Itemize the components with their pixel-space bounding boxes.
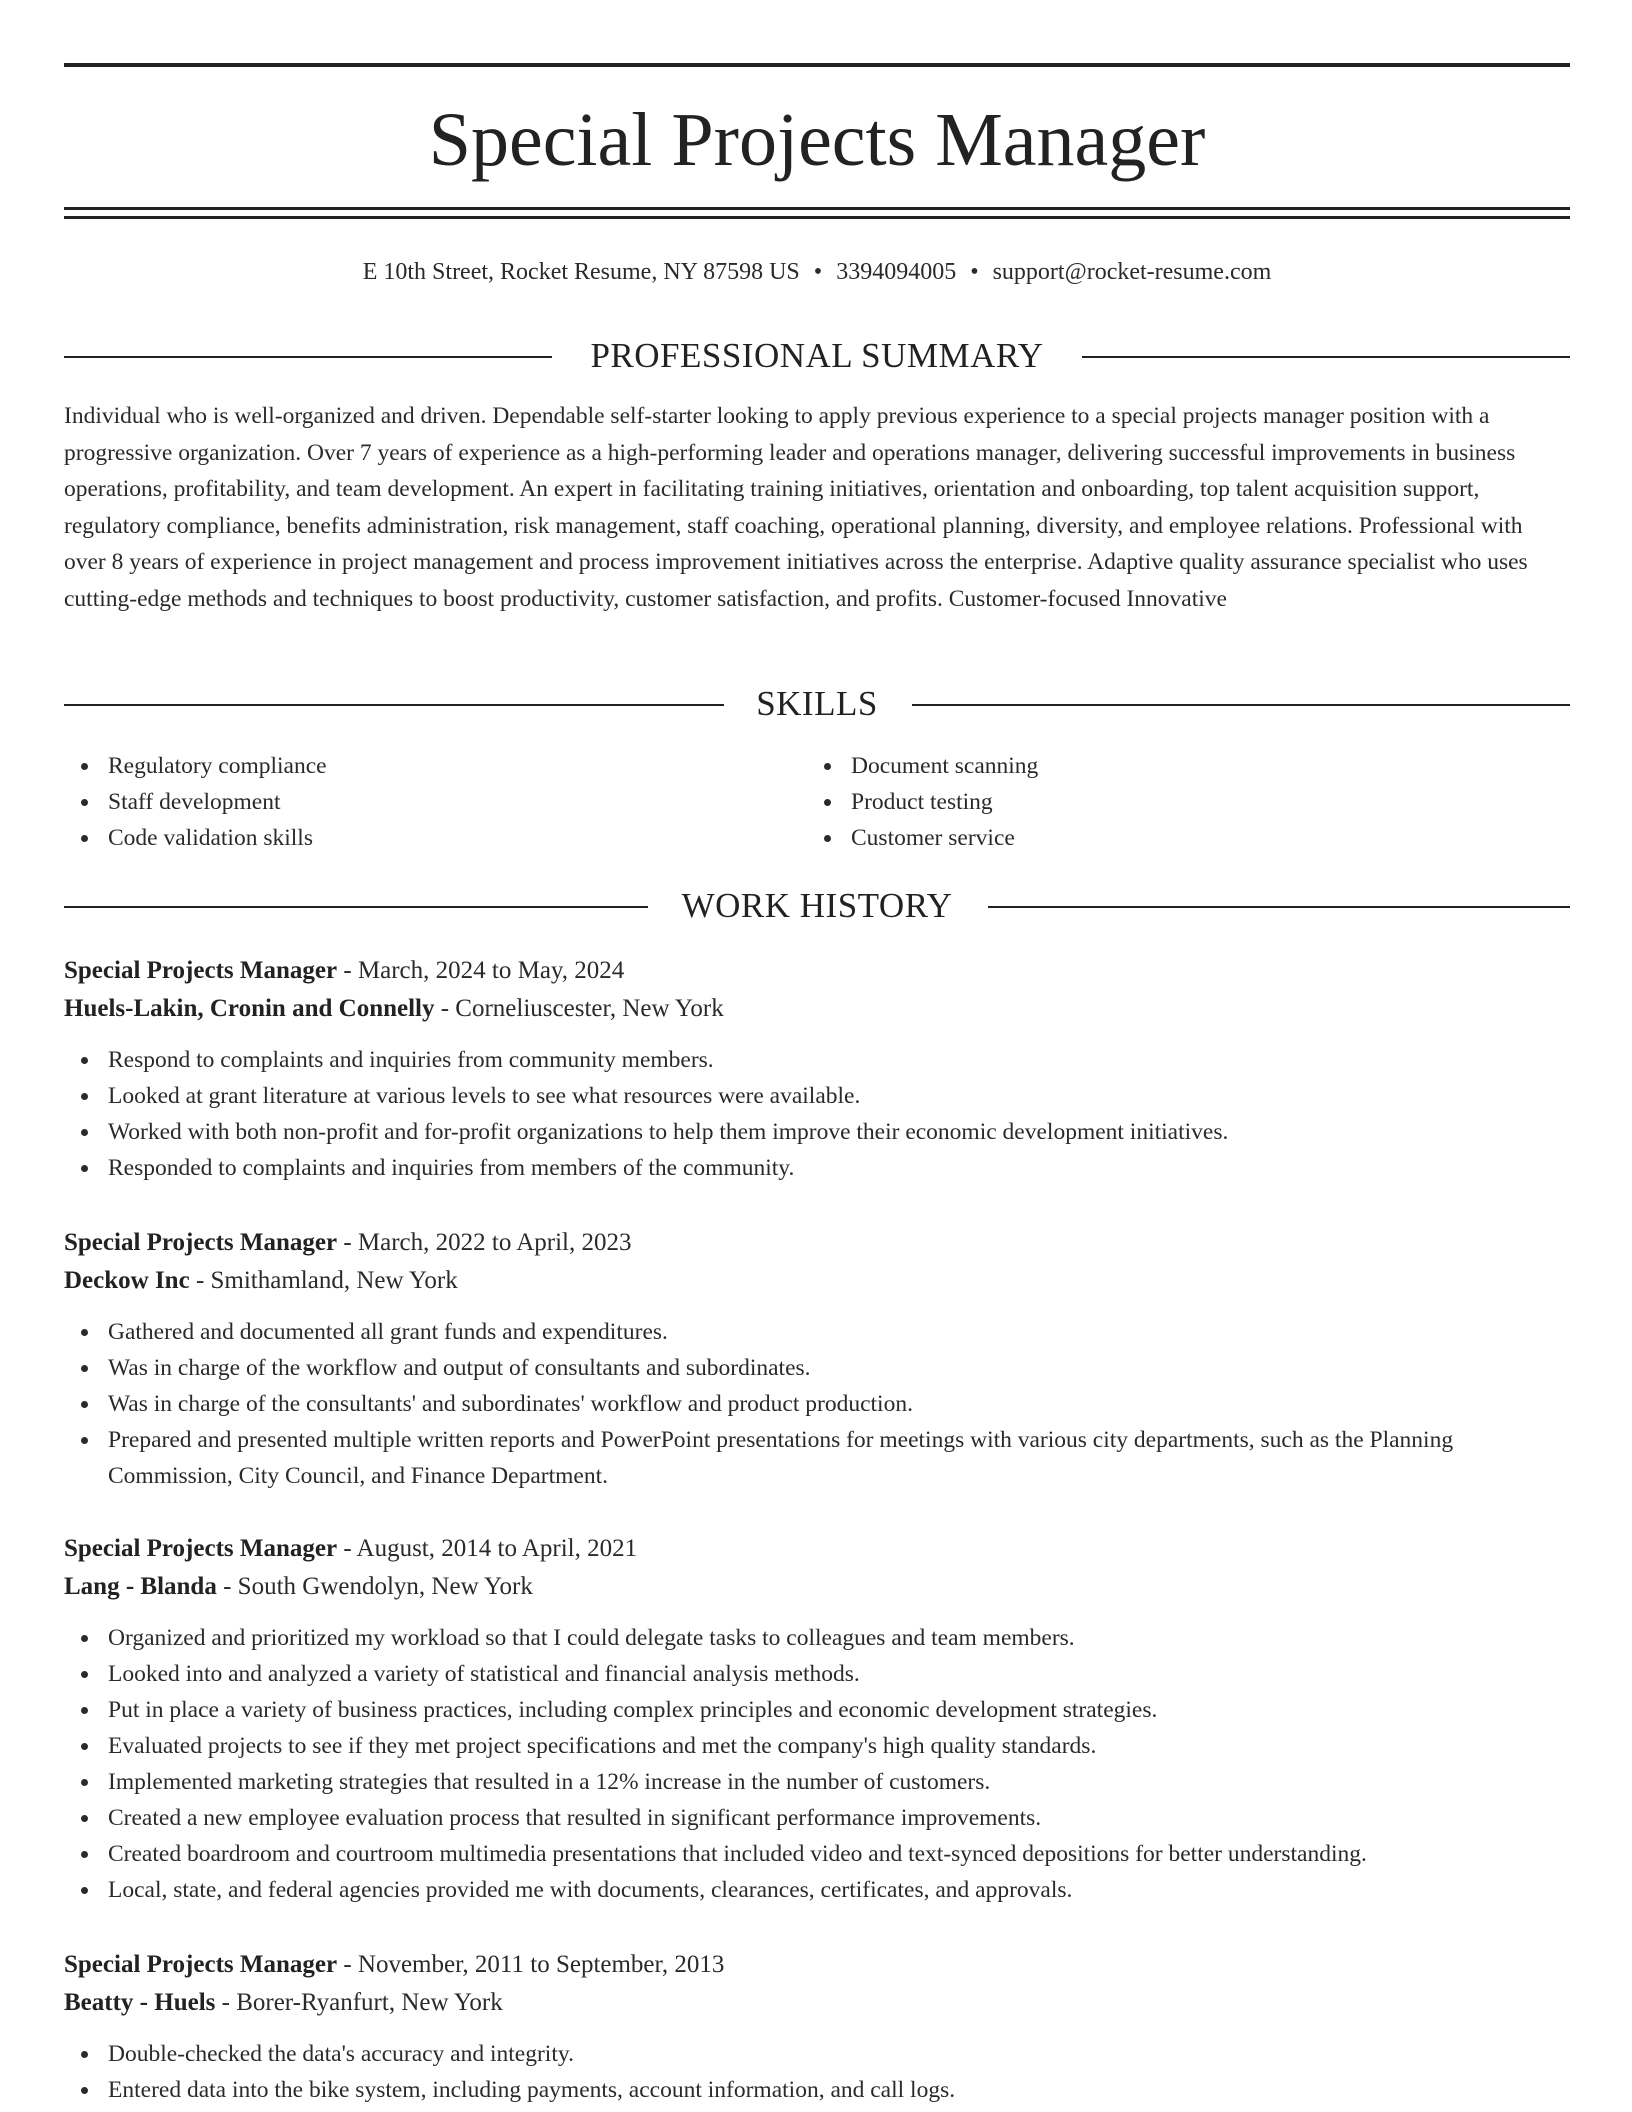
contact-address: E 10th Street, Rocket Resume, NY 87598 US bbox=[362, 259, 800, 285]
job-bullet: Evaluated projects to see if they met project specifications and met the company's high quality standards. bbox=[64, 1728, 1570, 1764]
job-bullet: Prepared and presented multiple written reports and PowerPoint presentations for meetings with various city departments, such as the Planning Commission, City Council, and Finance Department. bbox=[64, 1422, 1570, 1494]
job-bullet: Looked at grant literature at various levels to see what resources were available. bbox=[64, 1078, 1570, 1114]
job-bullets bbox=[64, 1042, 1570, 1186]
job-bullet: Looked into and analyzed a variety of statistical and financial analysis methods. bbox=[64, 1656, 1570, 1692]
job-bullet: Respond to complaints and inquiries from community members. bbox=[64, 1042, 1570, 1078]
job-location: - South Gwendolyn, New York bbox=[216, 1573, 533, 1600]
job-entry bbox=[64, 1946, 1570, 2108]
section-title-skills: SKILLS bbox=[756, 684, 878, 723]
job-bullet: Worked with both non-profit and for-profit organizations to help them improve their economic development initiatives. bbox=[64, 1114, 1570, 1150]
job-bullet: Created a new employee evaluation process that resulted in significant performance improvements. bbox=[64, 1800, 1570, 1836]
section-header-summary bbox=[64, 336, 1570, 376]
job-bullet: Created boardroom and courtroom multimedia presentations that included video and text-synced depositions for better understanding. bbox=[64, 1836, 1570, 1872]
job-company: Lang - Blanda bbox=[64, 1573, 217, 1600]
job-bullet: Responded to complaints and inquiries from members of the community. bbox=[64, 1150, 1570, 1186]
contact-phone: 3394094005 bbox=[836, 259, 957, 285]
job-location: - Borer-Ryanfurt, New York bbox=[215, 1989, 503, 2016]
header-top-rule bbox=[64, 63, 1570, 67]
job-bullets bbox=[64, 1620, 1570, 1908]
job-role: Special Projects Manager bbox=[64, 957, 338, 984]
section-title-summary: PROFESSIONAL SUMMARY bbox=[590, 336, 1044, 375]
job-location: - Smithamland, New York bbox=[189, 1267, 458, 1294]
skill-item: Document scanning bbox=[807, 748, 1507, 784]
candidate-name: Special Projects Manager bbox=[428, 98, 1206, 182]
skills-list-right bbox=[807, 748, 1507, 856]
job-company: Beatty - Huels bbox=[64, 1989, 216, 2016]
job-location: - Corneliuscester, New York bbox=[434, 995, 724, 1022]
job-bullet: Entered data into the bike system, including payments, account information, and call logs. bbox=[64, 2072, 1570, 2108]
job-company: Huels-Lakin, Cronin and Connelly bbox=[64, 995, 435, 1022]
job-dates: - November, 2011 to September, 2013 bbox=[337, 1951, 725, 1978]
skill-item: Customer service bbox=[807, 820, 1507, 856]
job-entry bbox=[64, 1530, 1570, 1908]
summary-text: Individual who is well-organized and driven. Dependable self-starter looking to apply previous experience to a special projects manager position with a progressive organization. Over 7 years of experience as a high-performing leader and operations manager, delivering successful improvements in business operations, profitability, and team development. An expert in facilitating training initiatives, orientation and onboarding, top talent acquisition support, regulatory compliance, benefits administration, risk management, staff coaching, operational planning, diversity, and employee relations. Professional with over 8 years of experience in project management and process improvement initiatives across the enterprise. Adaptive quality assurance specialist who uses cutting-edge methods and techniques to boost productivity, customer satisfaction, and profits. Customer-focused Innovative bbox=[64, 403, 1528, 612]
job-bullet: Organized and prioritized my workload so that I could delegate tasks to colleagues and team members. bbox=[64, 1620, 1570, 1656]
skill-item: Staff development bbox=[64, 784, 764, 820]
job-entry bbox=[64, 1224, 1570, 1494]
header-rule-upper bbox=[64, 207, 1570, 210]
job-bullets bbox=[64, 1314, 1570, 1494]
job-bullet: Double-checked the data's accuracy and integrity. bbox=[64, 2036, 1570, 2072]
contact-separator: • bbox=[970, 259, 979, 285]
job-role: Special Projects Manager bbox=[64, 1951, 338, 1978]
job-bullet: Implemented marketing strategies that resulted in a 12% increase in the number of customers. bbox=[64, 1764, 1570, 1800]
job-dates: - August, 2014 to April, 2021 bbox=[337, 1535, 638, 1562]
job-dates: - March, 2024 to May, 2024 bbox=[337, 957, 625, 984]
job-dates: - March, 2022 to April, 2023 bbox=[337, 1229, 632, 1256]
section-title-work: WORK HISTORY bbox=[681, 886, 953, 925]
job-bullet: Was in charge of the workflow and output of consultants and subordinates. bbox=[64, 1350, 1570, 1386]
section-header-work bbox=[64, 886, 1570, 926]
job-bullets bbox=[64, 2036, 1570, 2108]
job-bullet: Gathered and documented all grant funds and expenditures. bbox=[64, 1314, 1570, 1350]
job-bullet: Was in charge of the consultants' and subordinates' workflow and product production. bbox=[64, 1386, 1570, 1422]
section-header-skills bbox=[64, 684, 1570, 724]
skill-item: Product testing bbox=[807, 784, 1507, 820]
contact-separator: • bbox=[813, 259, 823, 285]
job-bullet: Put in place a variety of business practices, including complex principles and economic development strategies. bbox=[64, 1692, 1570, 1728]
section-rule-right bbox=[1082, 356, 1570, 358]
job-role: Special Projects Manager bbox=[64, 1535, 338, 1562]
job-bullet: Local, state, and federal agencies provided me with documents, clearances, certificates, and approvals. bbox=[64, 1872, 1570, 1908]
skill-item: Code validation skills bbox=[64, 820, 764, 856]
contact-email: support@rocket-resume.com bbox=[992, 259, 1272, 285]
header-rule-lower bbox=[64, 216, 1570, 219]
section-rule-right bbox=[988, 906, 1570, 908]
contact-line bbox=[64, 256, 1570, 288]
section-rule-right bbox=[912, 704, 1570, 706]
skills-list-left bbox=[64, 748, 764, 856]
skill-item: Regulatory compliance bbox=[64, 748, 764, 784]
job-role: Special Projects Manager bbox=[64, 1229, 338, 1256]
job-company: Deckow Inc bbox=[64, 1267, 190, 1294]
job-entry bbox=[64, 952, 1570, 1186]
